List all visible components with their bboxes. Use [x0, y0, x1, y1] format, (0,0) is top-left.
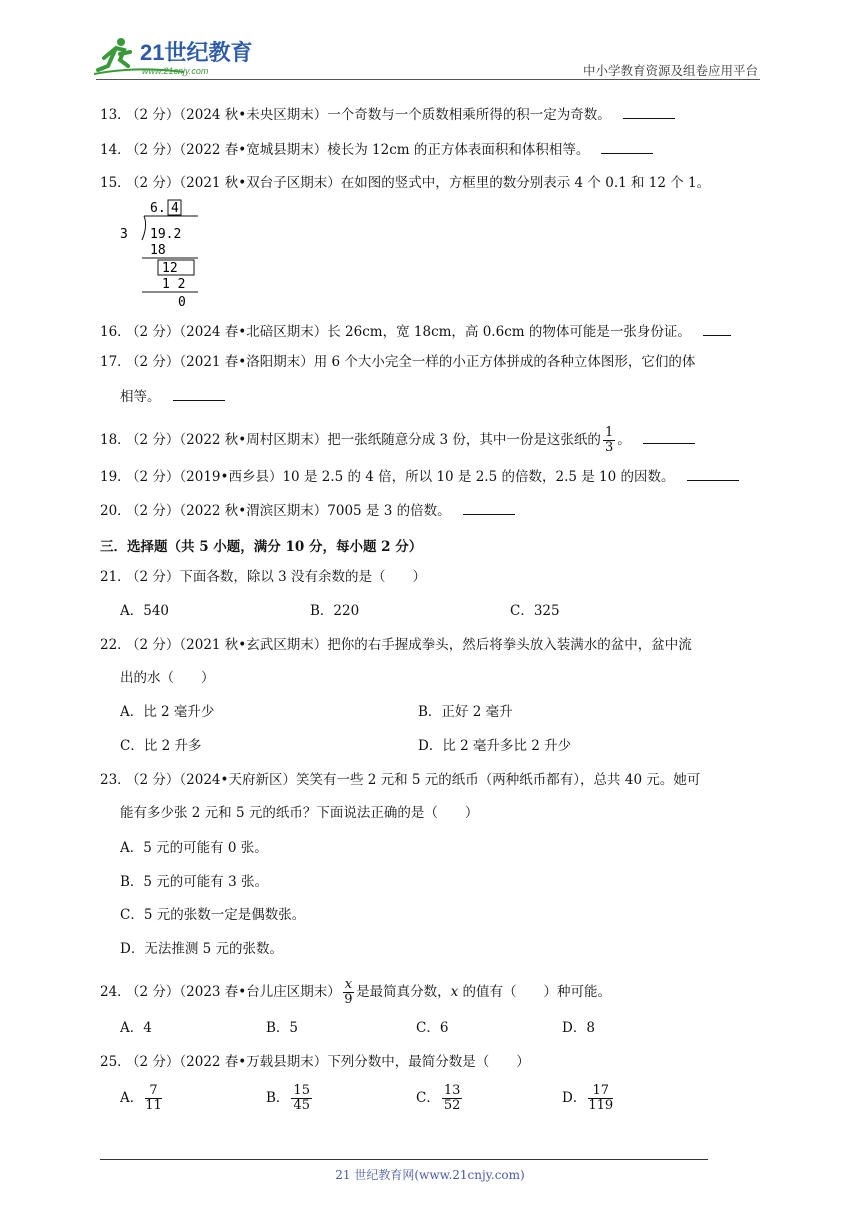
option-a: A．4	[120, 1020, 152, 1036]
logo-text: 21世纪教育	[140, 40, 253, 65]
answer-blank	[173, 386, 225, 401]
option-d: D．无法推测 5 元的张数。	[120, 941, 283, 957]
option-b: B．5 元的可能有 3 张。	[120, 874, 268, 890]
question-21: 21．（2 分）下面各数，除以 3 没有余数的是（ ）	[100, 569, 427, 585]
question-20: 20．（2 分）（2022 秋•渭滨区期末）7005 是 3 的倍数。	[100, 500, 515, 521]
header-divider	[96, 79, 760, 80]
question-14: 14．（2 分）（2022 春•宽城县期末）棱长为 12cm 的正方体表面积和体积相等。	[100, 139, 653, 160]
answer-blank	[703, 321, 731, 336]
question-17: 17．（2 分）（2021 春•洛阳期末）用 6 个大小完全一样的小正方体拼成的各种立体图形，它们的体	[100, 354, 696, 370]
header-tagline: 中小学教育资源及组卷应用平台	[582, 63, 758, 78]
logo-url: www.21cnjy.com	[142, 66, 209, 76]
step-subtract-2: 1 2	[162, 277, 186, 292]
question-13: 13．（2 分）（2024 秋•未央区期末）一个奇数与一个质数相乘所得的积一定为奇数。	[100, 104, 675, 125]
option-b: B． $\frac{15}{45}$	[266, 1083, 310, 1113]
option-c: C．比 2 升多	[120, 738, 202, 754]
divisor: 3	[120, 227, 128, 242]
footer-divider	[100, 1159, 708, 1160]
option-c: C．325	[510, 603, 560, 619]
option-b: B．220	[310, 603, 360, 619]
answer-blank	[601, 139, 653, 154]
question-23-cont: 能有多少张 2 元和 5 元的纸币？下面说法正确的是（ ）	[120, 805, 479, 821]
option-a: A． $\frac{7}{11}$	[120, 1083, 162, 1113]
fraction-x-over-9: $\frac{x}{9}$	[344, 977, 353, 1007]
option-d: D． $\frac{17}{119}$	[562, 1083, 614, 1113]
question-15: 15．（2 分）（2021 秋•双台子区期末）在如图的竖式中，方框里的数分别表示 4 个 0.1 和 12 个 1。	[100, 175, 711, 191]
question-18: 18．（2 分）（2022 秋•周村区期末）把一张纸随意分成 3 份，其中一份是这张纸的 $\frac{1}{3}$ 。	[100, 426, 695, 455]
option-a: A．比 2 毫升少	[120, 704, 215, 720]
question-23: 23．（2 分）（2024•天府新区）笑笑有一些 2 元和 5 元的纸币（两种纸币都有），总共 40 元。她可	[100, 772, 701, 788]
option-b: B．正好 2 毫升	[418, 704, 513, 720]
option-d: D．8	[562, 1020, 595, 1036]
option-d: D．比 2 毫升多比 2 升少	[418, 738, 572, 754]
question-25: 25．（2 分）（2022 春•万载县期末）下列分数中，最简分数是（ ）	[100, 1054, 530, 1070]
site-logo	[94, 36, 264, 80]
long-division-figure	[118, 196, 206, 308]
question-22: 22．（2 分）（2021 秋•玄武区期末）把你的右手握成拳头，然后将拳头放入装满水的盆中，盆中流	[100, 637, 692, 653]
quotient-digits: 6.	[150, 201, 166, 216]
answer-blank	[643, 429, 695, 444]
dividend: 19.2	[150, 227, 182, 242]
quotient-boxed-digit: 4	[171, 201, 179, 216]
option-a: A．5 元的可能有 0 张。	[120, 840, 268, 856]
answer-blank	[623, 104, 675, 119]
fraction-one-third: $\frac{1}{3}$	[604, 425, 614, 455]
option-b: B．5	[266, 1020, 299, 1036]
option-c: C．6	[416, 1020, 449, 1036]
answer-blank	[463, 500, 515, 515]
remainder: 0	[178, 295, 186, 308]
option-c: C．5 元的张数一定是偶数张。	[120, 907, 306, 923]
step-subtract-1: 18	[150, 243, 166, 258]
option-c: C． $\frac{13}{52}$	[416, 1083, 461, 1113]
question-22-cont: 出的水（ ）	[120, 670, 215, 686]
question-17-cont: 相等。	[120, 386, 225, 407]
question-19: 19．（2 分）（2019•西乡县）10 是 2.5 的 4 倍，所以 10 是 2.5 的倍数，2.5 是 10 的因数。	[100, 466, 739, 487]
question-24: 24．（2 分）（2023 春•台儿庄区期末） $\frac{x}{9}$ 是最简真分数，x 的值有（ ）种可能。	[100, 977, 612, 1007]
answer-blank	[687, 466, 739, 481]
question-16: 16．（2 分）（2024 春•北碚区期末）长 26cm，宽 18cm，高 0.6cm 的物体可能是一张身份证。	[100, 321, 731, 342]
option-a: A．540	[120, 603, 170, 619]
step-carry: 12	[162, 261, 178, 276]
footer-link[interactable]: 21 世纪教育网(www.21cnjy.com)	[335, 1168, 525, 1182]
section-title: 三．选择题（共 5 小题，满分 10 分，每小题 2 分）	[100, 539, 423, 555]
